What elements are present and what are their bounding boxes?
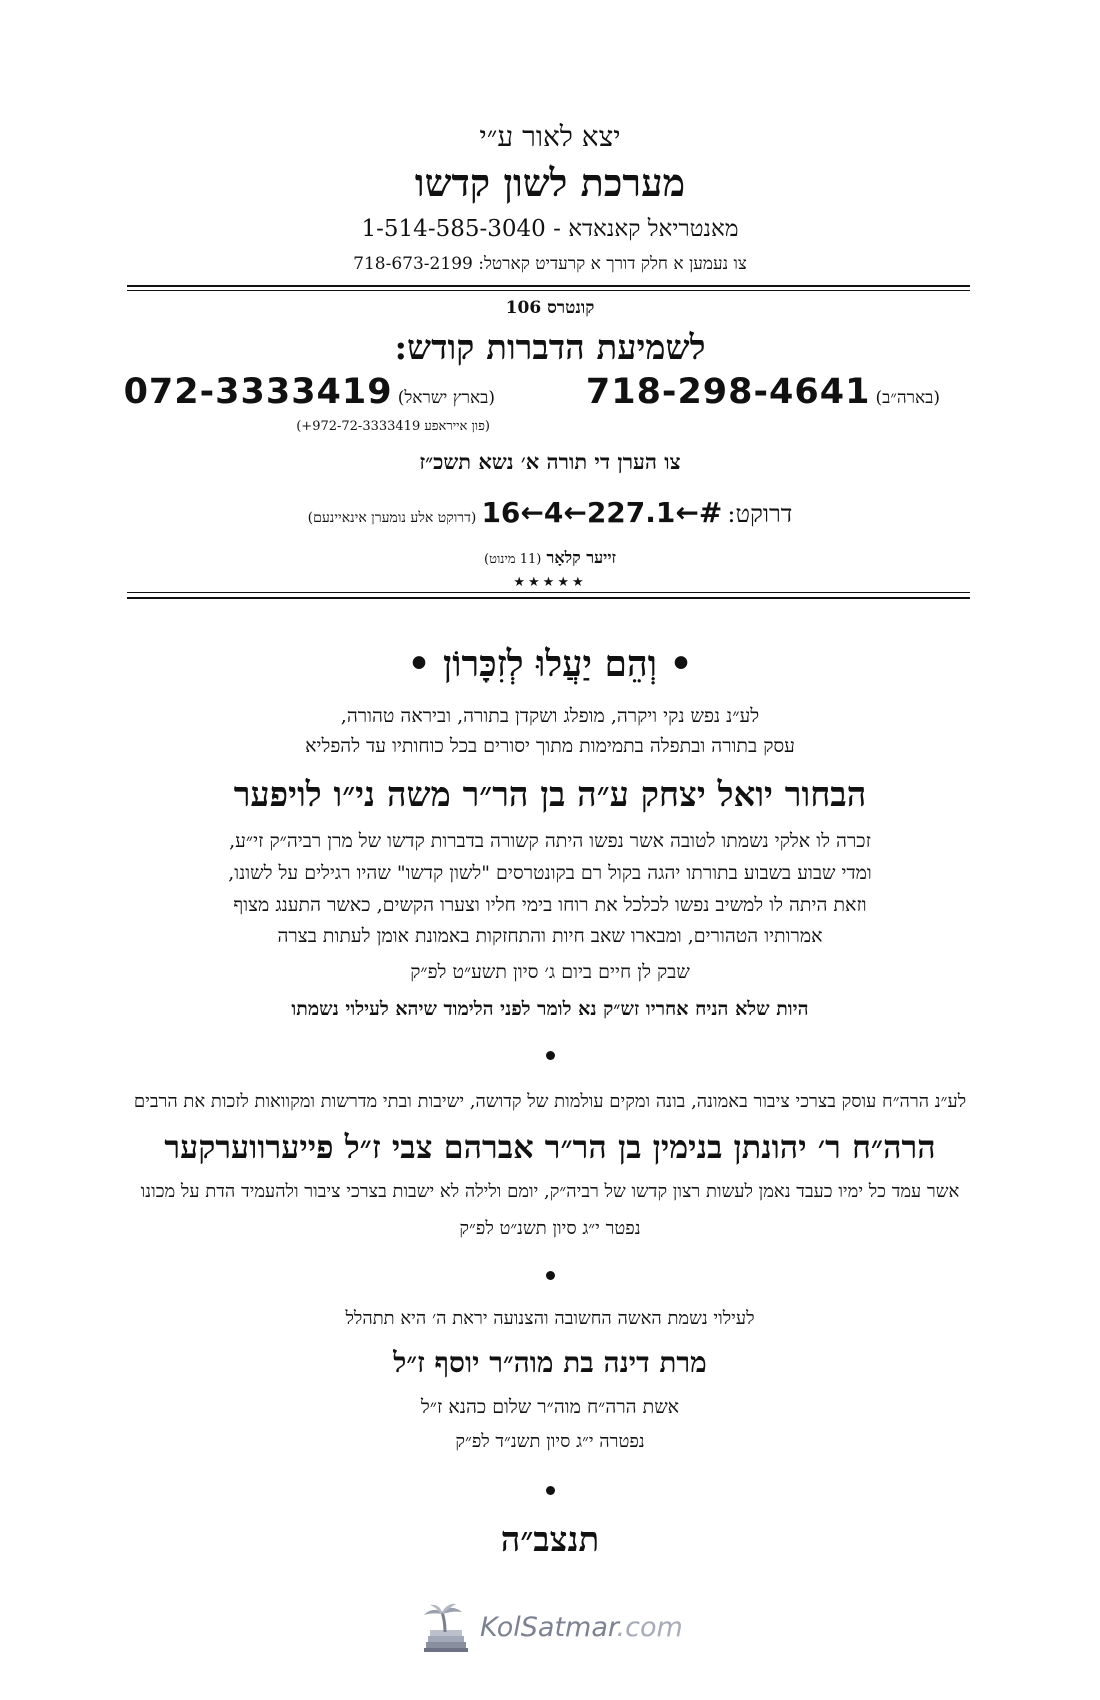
dedication1-line1: לע״נ נפש נקי ויקרה, מופלג ושקדן בתורה, וביראה טהורה, — [340, 705, 760, 727]
kuntres-title: לשמיעת הדברות קודש: — [394, 328, 706, 368]
dedication1-line2: עסק בתורה ובתפלה בתמימות מתוך יסורים בכל כוחותיו עד להפליא — [305, 735, 795, 757]
separator-dot-1 — [546, 1051, 555, 1060]
length-line — [0, 548, 1100, 568]
length-note: (11 מינוט) — [484, 552, 542, 567]
dedication3-name: מרת דינה בת מוה״ר יוסף ז״ל — [393, 1346, 707, 1379]
dedication3-husband: אשת הרה״ח מוה״ר שלום כהנא ז״ל — [420, 1396, 680, 1418]
phone-eu: (פון אייראפע 972-72-3333419+) — [296, 419, 490, 434]
phone-us-group — [585, 372, 940, 412]
parsha-line: צו הערן די תורה א׳ נשא תשכ״ז — [419, 449, 681, 474]
palm-tree-books-icon — [418, 1602, 474, 1662]
phone-us-label: (בארה״ב) — [875, 388, 940, 408]
separator-dot-2 — [546, 1271, 555, 1280]
phone-il-label: (בארץ ישראל) — [397, 388, 495, 408]
rating-stars: ★★★★★ — [513, 575, 587, 590]
separator-dot-3 — [546, 1486, 555, 1495]
logo-text — [480, 1612, 683, 1643]
dedication2-name: הרה״ח ר׳ יהונתן בנימין בן הר״ר אברהם צבי ז״ל פייערווערקער — [164, 1128, 936, 1166]
closing-tnzbh: תנצב״ה — [500, 1520, 600, 1560]
dedication2-passed: נפטר י״ג סיון תשנ״ט לפ״ק — [459, 1218, 641, 1239]
phone-il-number: 072-3333419 — [123, 372, 393, 412]
dedication1-name: הבחור יואל יצחק ע״ה בן הר״ר משה ני״ו לויפער — [233, 775, 867, 815]
dedication1-text3: וזאת היתה לו למשיב נפשו לכלכל את רוחו בימי חליו וצערו הקשים, כאשר התענג מצוף — [233, 894, 867, 916]
phone-il-group — [123, 372, 495, 412]
press-line — [0, 496, 1100, 529]
dedication1-request: היות שלא הניח אחריו זש״ק נא לומר לפני הלימוד שיהא לעילוי נשמתו — [291, 998, 809, 1020]
logo-main-text: KolSatmar — [480, 1612, 617, 1643]
phone-us-number: 718-298-4641 — [585, 372, 871, 412]
press-sequence: #←227.1←4←16 — [481, 496, 723, 529]
divider-top-2 — [127, 290, 970, 291]
divider-top-1 — [127, 285, 970, 287]
dedication1-passed: שבק לן חיים ביום ג׳ סיון תשע״ט לפ״ק — [410, 961, 690, 983]
credit-line: צו נעמען א חלק דורך א קרעדיט קארטל: 718-673-2199 — [353, 254, 747, 274]
length-quality: זייער קלאָר — [546, 548, 616, 567]
dedication3-passed: נפטרה י״ג סיון תשנ״ד לפ״ק — [455, 1431, 645, 1452]
divider-mid-2 — [127, 597, 970, 599]
dedication3-line1: לעילוי נשמת האשה החשובה והצנועה יראת ה׳ היא תתהלל — [345, 1308, 755, 1329]
kolsatmar-logo[interactable] — [418, 1600, 718, 1660]
dedication1-text2: ומדי שבוע בשבוע בתורתו יהגה בקול רם בקונטרסים "לשון קדשו" שהיו רגילים על לשונו, — [228, 862, 872, 884]
divider-mid-1 — [127, 592, 970, 593]
logo-ext-text: .com — [616, 1612, 683, 1643]
dedication2-line1: לע״נ הרה״ח עוסק בצרכי ציבור באמונה, בונה ומקים עולמות של קדושה, ישיבות ובתי מדרשות ומקוואות לזכות את הרבים — [133, 1091, 967, 1112]
address-line: מאנטריאל קאנאדא - 1-514-585-3040 — [361, 216, 739, 242]
press-note: (דרוקט אלע נומערן אינאיינעם) — [307, 510, 477, 526]
kuntres-label: קונטרס 106 — [505, 298, 595, 318]
dedication2-line2: אשר עמד כל ימיו כעבד נאמן לעשות רצון קדשו של רביה״ק, יומם ולילה לא ישבות בצרכי ציבור ולהעמיד הדת על מכונו — [140, 1181, 960, 1202]
published-by: יצא לאור ע״י — [479, 120, 621, 153]
org-name: מערכת לשון קדשו — [414, 160, 686, 205]
dedication1-text4: אמרותיו הטהורים, ומבארו שאב חיות והתחזקות באמונת אומן לעתות בצרה — [277, 925, 823, 947]
memorial-heading: • וְהֵם יַעֲלוּ לְזִכָּרוֹן • — [407, 643, 693, 685]
dedication1-text1: זכרה לו אלקי נשמתו לטובה אשר נפשו היתה קשורה בדברות קדשו של מרן רביה״ק זי״ע, — [229, 830, 871, 852]
press-label: דרוקט: — [727, 500, 793, 528]
